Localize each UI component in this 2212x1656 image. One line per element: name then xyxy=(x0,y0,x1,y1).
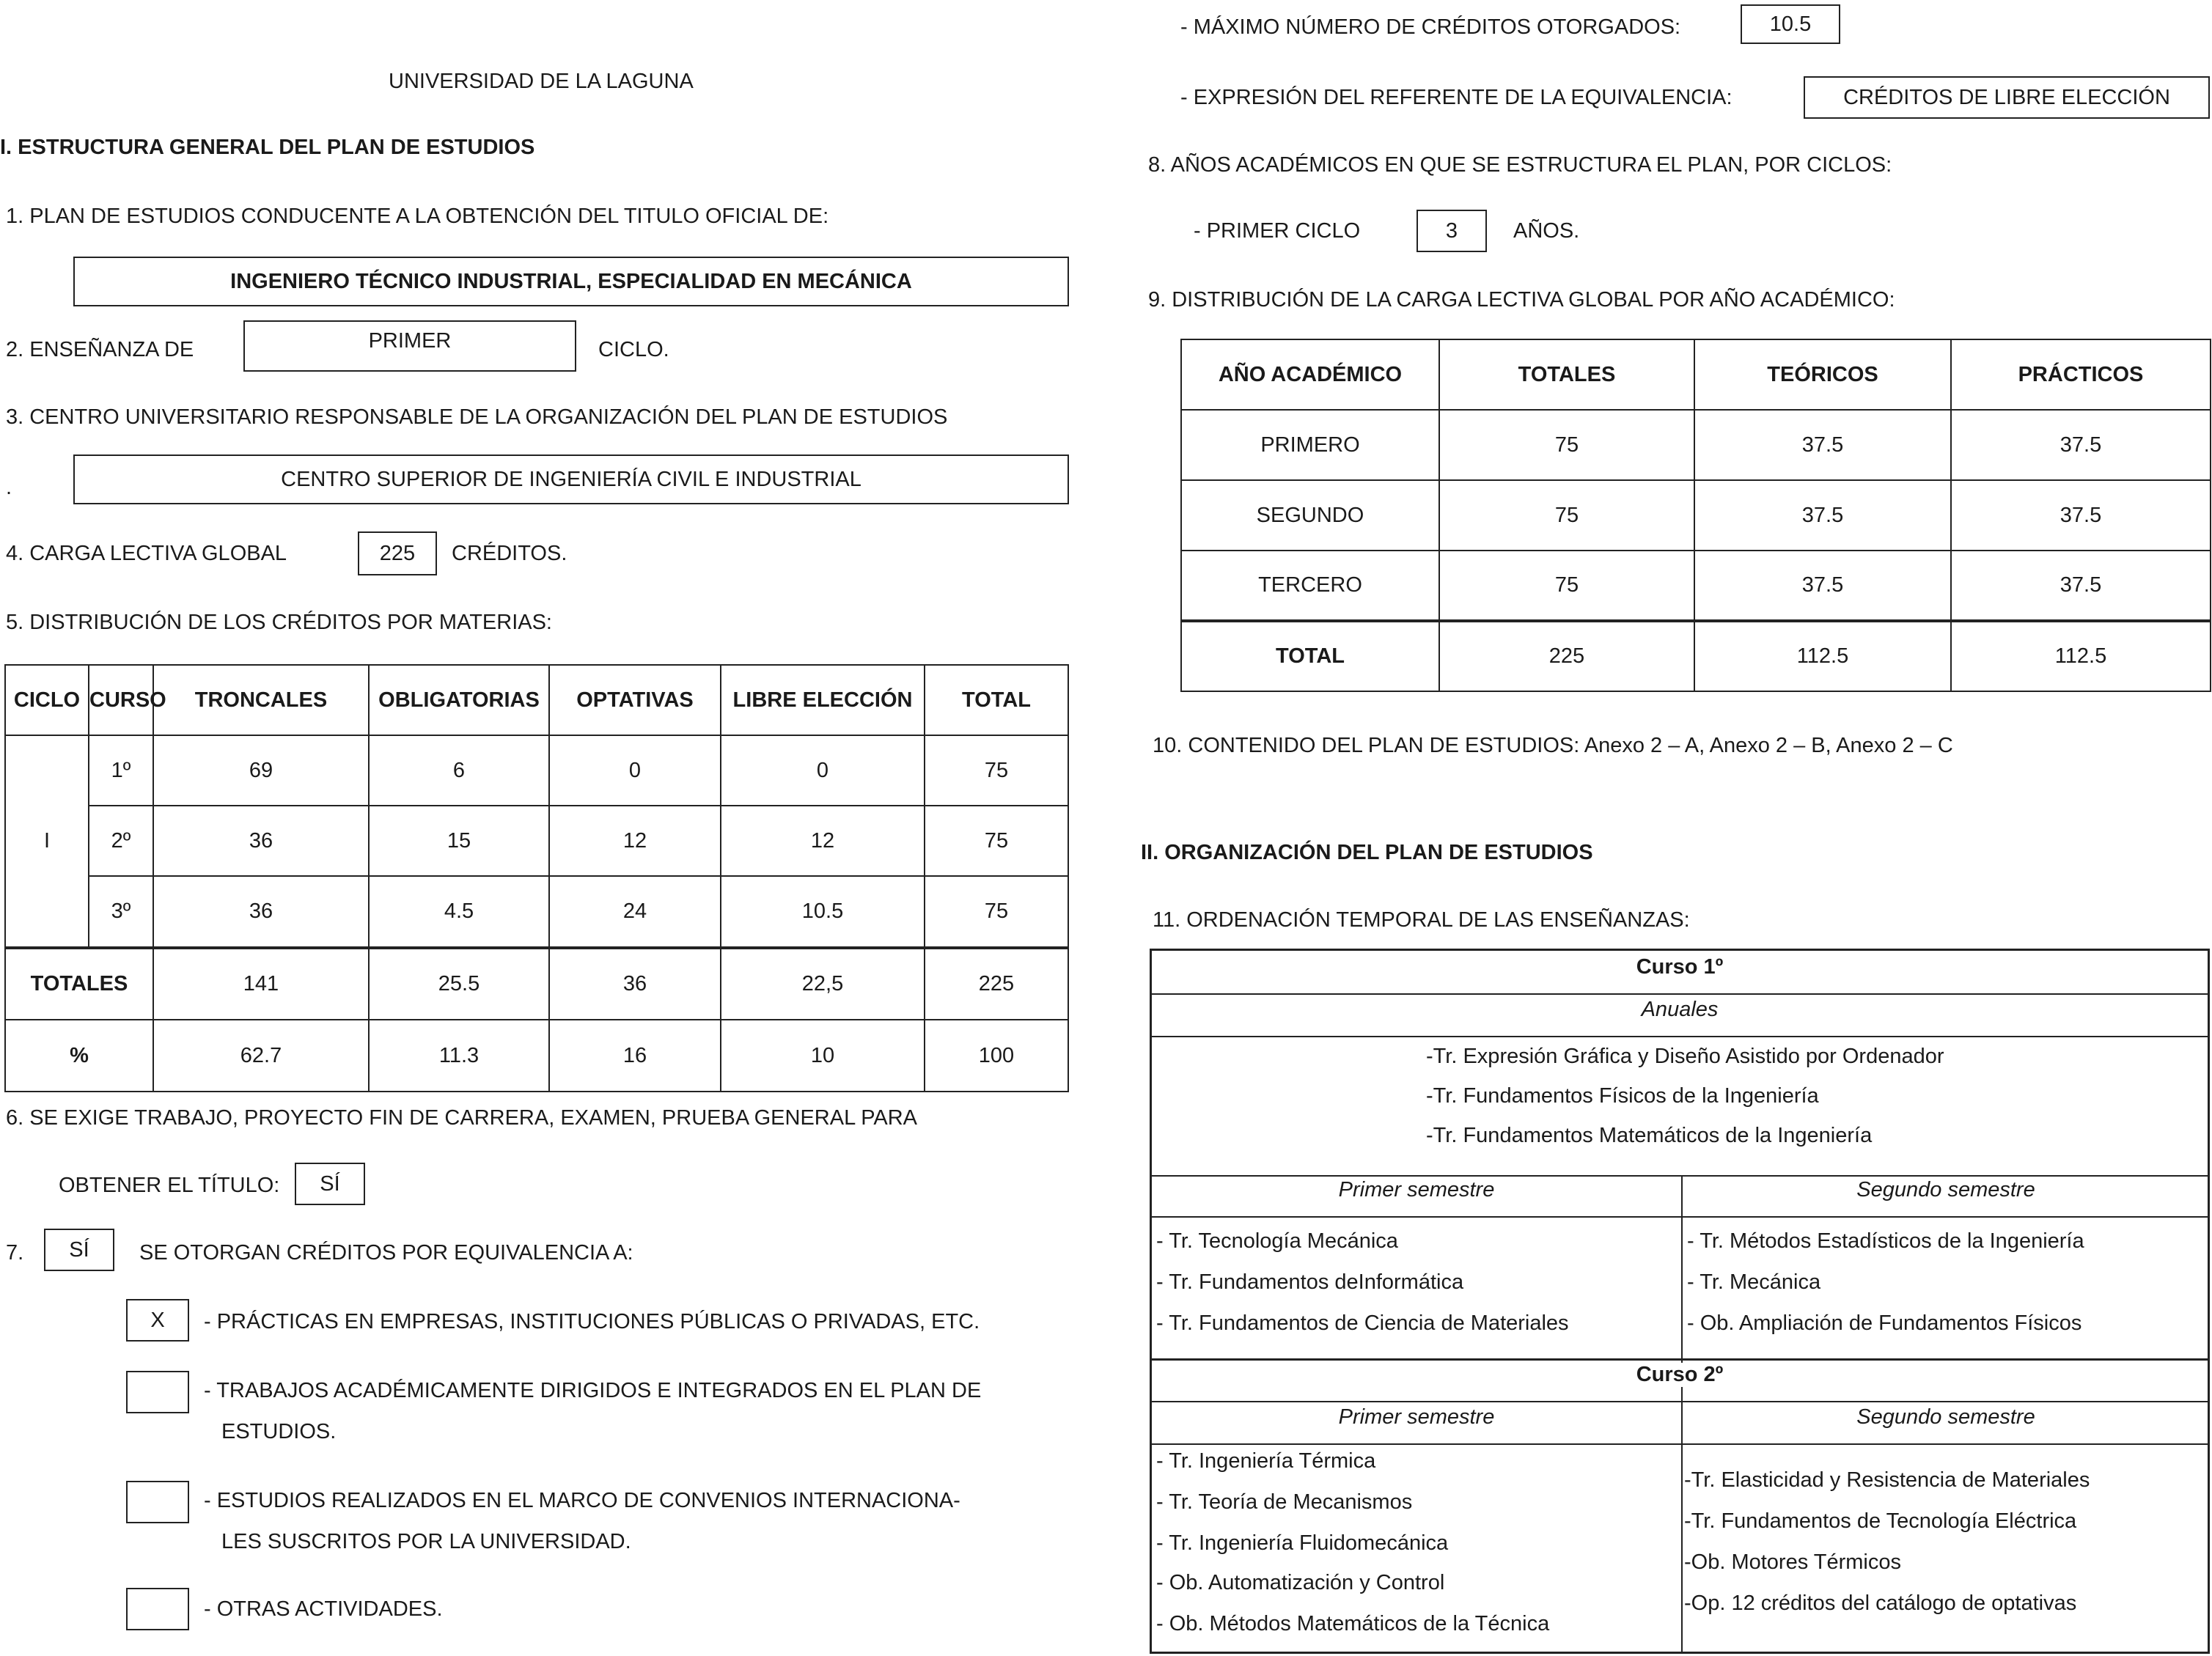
table-cell: 141 xyxy=(153,948,369,1020)
table-cell: 225 xyxy=(925,948,1068,1020)
years-box xyxy=(1417,210,1487,252)
load-header-row xyxy=(1181,339,2211,410)
table-cell: 69 xyxy=(153,735,369,806)
table-cell: 0 xyxy=(721,735,925,806)
max-credits-value: 10.5 xyxy=(1769,12,1812,36)
equivalence-box xyxy=(44,1229,114,1271)
divider xyxy=(1152,1401,2208,1402)
question-4-label: 4. CARGA LECTIVA GLOBAL xyxy=(6,542,287,565)
table-cell: 4.5 xyxy=(369,876,549,948)
list-item: -Tr. Fundamentos Matemáticos de la Ingeniería xyxy=(1426,1124,1873,1147)
table-cell: 11.3 xyxy=(369,1020,549,1092)
section-2-heading: II. ORGANIZACIÓN DEL PLAN DE ESTUDIOS xyxy=(1141,841,1593,864)
table-cell: 37.5 xyxy=(1694,410,1951,480)
list-item: -Tr. Fundamentos de Tecnología Eléctrica xyxy=(1684,1509,2077,1533)
table-cell: 225 xyxy=(1439,621,1694,691)
center-name: CENTRO SUPERIOR DE INGENIERÍA CIVIL E INDUSTRIAL xyxy=(281,467,861,491)
question-2-suffix: CICLO. xyxy=(598,338,669,361)
percent-row xyxy=(5,1020,1068,1092)
divider xyxy=(1152,993,2208,995)
question-2-label: 2. ENSEÑANZA DE xyxy=(6,338,194,361)
table-cell: 37.5 xyxy=(1951,551,2211,621)
list-item: - Ob. Automatización y Control xyxy=(1156,1571,1445,1594)
question-3: 3. CENTRO UNIVERSITARIO RESPONSABLE DE LA ORGANIZACIÓN DEL PLAN DE ESTUDIOS xyxy=(6,405,948,429)
table-cell: 75 xyxy=(1439,551,1694,621)
option-international-label-2: LES SUSCRITOS POR LA UNIVERSIDAD. xyxy=(221,1530,631,1553)
equivalence-reference-label: - EXPRESIÓN DEL REFERENTE DE LA EQUIVALENCIA: xyxy=(1180,86,1733,109)
list-item: -Tr. Expresión Gráfica y Diseño Asistido por Ordenador xyxy=(1426,1045,1944,1068)
question-9: 9. DISTRIBUCIÓN DE LA CARGA LECTIVA GLOBAL POR AÑO ACADÉMICO: xyxy=(1148,288,1895,312)
table-cell: 75 xyxy=(1439,410,1694,480)
question-10: 10. CONTENIDO DEL PLAN DE ESTUDIOS: Anexo 2 – A, Anexo 2 – B, Anexo 2 – C xyxy=(1153,734,1953,757)
question-11: 11. ORDENACIÓN TEMPORAL DE LAS ENSEÑANZAS: xyxy=(1153,908,1690,932)
column-divider xyxy=(1681,1401,1683,1652)
question-7-number: 7. xyxy=(6,1241,24,1265)
center-box xyxy=(73,455,1069,504)
question-5: 5. DISTRIBUCIÓN DE LOS CRÉDITOS POR MATERIAS: xyxy=(6,611,552,634)
table-row xyxy=(5,806,1068,876)
degree-title-box xyxy=(73,257,1069,306)
load-table xyxy=(1180,339,2211,692)
option-directed-work-label: - TRABAJOS ACADÉMICAMENTE DIRIGIDOS E INTEGRADOS EN EL PLAN DE xyxy=(204,1379,982,1402)
table-row xyxy=(1181,410,2211,480)
list-item: -Op. 12 créditos del catálogo de optativas xyxy=(1684,1591,2077,1615)
table-cell: 10 xyxy=(721,1020,925,1092)
table-row xyxy=(1181,551,2211,621)
option-other-checkbox[interactable] xyxy=(126,1588,189,1630)
course-2-title: Curso 2º xyxy=(1153,1363,2206,1387)
checkbox-mark: X xyxy=(150,1308,165,1332)
list-item: -Ob. Motores Térmicos xyxy=(1684,1550,1901,1574)
table-cell: 1º xyxy=(89,735,153,806)
credits-header: CURSO xyxy=(89,665,153,735)
load-total-row xyxy=(1181,621,2211,691)
load-header: PRÁCTICOS xyxy=(1951,339,2211,410)
table-cell: 22,5 xyxy=(721,948,925,1020)
equivalence-value: SÍ xyxy=(69,1237,89,1262)
credits-header: LIBRE ELECCIÓN xyxy=(721,665,925,735)
list-item: - Tr. Fundamentos deInformática xyxy=(1156,1270,1464,1294)
final-project-value: SÍ xyxy=(320,1171,340,1196)
table-cell: 75 xyxy=(925,735,1068,806)
table-cell: 75 xyxy=(925,806,1068,876)
credits-header: TOTAL xyxy=(925,665,1068,735)
table-cell: TERCERO xyxy=(1181,551,1439,621)
question-1: 1. PLAN DE ESTUDIOS CONDUCENTE A LA OBTENCIÓN DEL TITULO OFICIAL DE: xyxy=(6,205,829,228)
question-6-line2: OBTENER EL TÍTULO: xyxy=(59,1174,280,1197)
table-cell: 36 xyxy=(153,806,369,876)
cycle-value: PRIMER xyxy=(368,329,452,353)
credits-header: TRONCALES xyxy=(153,665,369,735)
degree-title: INGENIERO TÉCNICO INDUSTRIAL, ESPECIALIDAD EN MECÁNICA xyxy=(230,269,912,293)
question-8-label: - PRIMER CICLO xyxy=(1194,219,1361,243)
credits-table xyxy=(4,664,1069,1092)
section-1-heading: I. ESTRUCTURA GENERAL DEL PLAN DE ESTUDIOS xyxy=(0,136,535,159)
list-item: - Tr. Métodos Estadísticos de la Ingeniería xyxy=(1687,1229,2084,1253)
question-8-suffix: AÑOS. xyxy=(1513,219,1580,243)
percent-label: % xyxy=(5,1020,153,1092)
option-directed-work-checkbox[interactable] xyxy=(126,1371,189,1413)
table-cell: 15 xyxy=(369,806,549,876)
totals-row xyxy=(5,948,1068,1020)
credits-header: OPTATIVAS xyxy=(549,665,721,735)
divider xyxy=(1152,1036,2208,1037)
list-item: - Tr. Ingeniería Térmica xyxy=(1156,1449,1376,1473)
course-2-second-semester: Segundo semestre xyxy=(1856,1405,2035,1429)
load-header: TEÓRICOS xyxy=(1694,339,1951,410)
global-load-box xyxy=(358,531,437,575)
table-cell: 12 xyxy=(721,806,925,876)
annual-heading: Anuales xyxy=(1641,998,1719,1021)
list-item: - Ob. Métodos Matemáticos de la Técnica xyxy=(1156,1612,1550,1635)
table-cell: 36 xyxy=(153,876,369,948)
table-cell: 37.5 xyxy=(1694,480,1951,551)
ciclo-cell: I xyxy=(5,735,89,948)
list-item: -Tr. Elasticidad y Resistencia de Materiales xyxy=(1684,1468,2090,1492)
table-cell: PRIMERO xyxy=(1181,410,1439,480)
credits-header: CICLO xyxy=(5,665,89,735)
credits-header: OBLIGATORIAS xyxy=(369,665,549,735)
divider xyxy=(1152,1358,2208,1361)
question-4-suffix: CRÉDITOS. xyxy=(452,542,567,565)
table-row xyxy=(5,876,1068,948)
divider xyxy=(1152,1443,2208,1445)
option-directed-work-label-2: ESTUDIOS. xyxy=(221,1420,337,1443)
final-project-box xyxy=(295,1163,365,1205)
totals-label: TOTALES xyxy=(5,948,153,1020)
table-cell: 37.5 xyxy=(1951,480,2211,551)
load-header: TOTALES xyxy=(1439,339,1694,410)
question-6-line1: 6. SE EXIGE TRABAJO, PROYECTO FIN DE CARRERA, EXAMEN, PRUEBA GENERAL PARA xyxy=(6,1106,918,1130)
cycle-box xyxy=(243,320,576,372)
table-cell: 3º xyxy=(89,876,153,948)
course-1-title: Curso 1º xyxy=(1636,955,1724,979)
table-cell: 10.5 xyxy=(721,876,925,948)
table-cell: 2º xyxy=(89,806,153,876)
table-cell: 112.5 xyxy=(1694,621,1951,691)
load-header: AÑO ACADÉMICO xyxy=(1181,339,1439,410)
table-cell: 25.5 xyxy=(369,948,549,1020)
table-cell: 37.5 xyxy=(1951,410,2211,480)
table-cell: 62.7 xyxy=(153,1020,369,1092)
timetable xyxy=(1150,949,2210,1654)
list-item: -Tr. Fundamentos Físicos de la Ingeniería xyxy=(1426,1084,1819,1108)
equivalence-reference-box xyxy=(1804,76,2210,119)
table-cell: 112.5 xyxy=(1951,621,2211,691)
question-8: 8. AÑOS ACADÉMICOS EN QUE SE ESTRUCTURA EL PLAN, POR CICLOS: xyxy=(1148,153,1892,177)
max-credits-box xyxy=(1741,4,1840,44)
load-total-label: TOTAL xyxy=(1181,621,1439,691)
list-item: - Tr. Ingeniería Fluidomecánica xyxy=(1156,1531,1449,1555)
max-credits-label: - MÁXIMO NÚMERO DE CRÉDITOS OTORGADOS: xyxy=(1180,15,1681,39)
table-row xyxy=(1181,480,2211,551)
option-international-checkbox[interactable] xyxy=(126,1481,189,1523)
option-other-label: - OTRAS ACTIVIDADES. xyxy=(204,1597,443,1621)
question-3-dot: . xyxy=(6,476,12,499)
table-row xyxy=(5,735,1068,806)
table-cell: 24 xyxy=(549,876,721,948)
list-item: - Tr. Fundamentos de Ciencia de Materiales xyxy=(1156,1311,1569,1335)
table-cell: 12 xyxy=(549,806,721,876)
list-item: - Tr. Tecnología Mecánica xyxy=(1156,1229,1398,1253)
table-cell: 6 xyxy=(369,735,549,806)
table-cell: 75 xyxy=(1439,480,1694,551)
table-cell: 16 xyxy=(549,1020,721,1092)
table-cell: 37.5 xyxy=(1694,551,1951,621)
list-item: - Ob. Ampliación de Fundamentos Físicos xyxy=(1687,1311,2082,1335)
divider xyxy=(1152,1216,2208,1218)
divider xyxy=(1152,1175,2208,1177)
option-international-label: - ESTUDIOS REALIZADOS EN EL MARCO DE CONVENIOS INTERNACIONA- xyxy=(204,1489,960,1512)
university-name: UNIVERSIDAD DE LA LAGUNA xyxy=(389,70,694,93)
option-internships-checkbox[interactable] xyxy=(126,1299,189,1342)
table-cell: 100 xyxy=(925,1020,1068,1092)
credits-header-row xyxy=(5,665,1068,735)
course-1-first-semester: Primer semestre xyxy=(1338,1178,1495,1201)
global-load-value: 225 xyxy=(379,541,416,565)
question-7-text: SE OTORGAN CRÉDITOS POR EQUIVALENCIA A: xyxy=(139,1241,633,1265)
list-item: - Tr. Teoría de Mecanismos xyxy=(1156,1490,1413,1514)
table-cell: 36 xyxy=(549,948,721,1020)
table-cell: 75 xyxy=(925,876,1068,948)
list-item: - Tr. Mecánica xyxy=(1687,1270,1821,1294)
course-2-first-semester: Primer semestre xyxy=(1338,1405,1495,1429)
years-value: 3 xyxy=(1445,218,1458,243)
table-cell: SEGUNDO xyxy=(1181,480,1439,551)
option-internships-label: - PRÁCTICAS EN EMPRESAS, INSTITUCIONES PÚBLICAS O PRIVADAS, ETC. xyxy=(204,1310,980,1333)
equivalence-reference-value: CRÉDITOS DE LIBRE ELECCIÓN xyxy=(1843,85,2170,109)
table-cell: 0 xyxy=(549,735,721,806)
course-1-second-semester: Segundo semestre xyxy=(1856,1178,2035,1201)
